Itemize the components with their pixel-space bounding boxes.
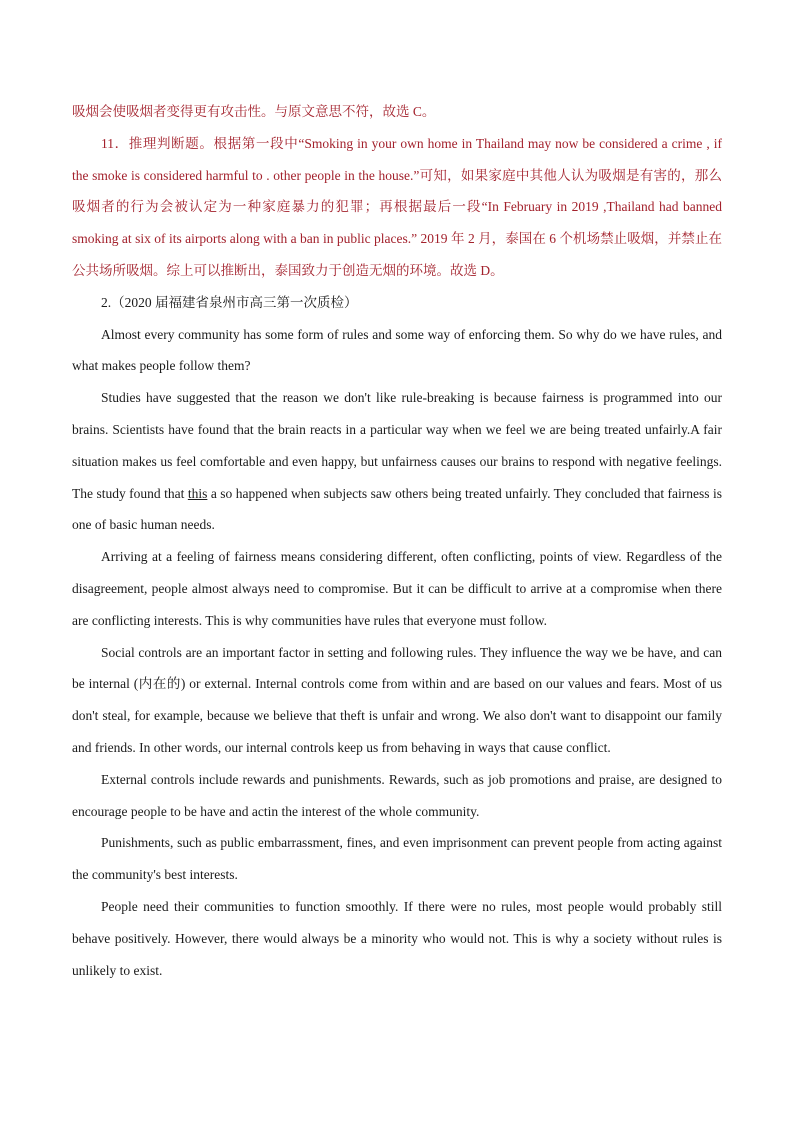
passage-paragraph-2 [72,382,722,541]
passage-source: 2.（2020 届福建省泉州市高三第一次质检） [101,294,358,310]
passage-paragraph-1: Almost every community has some form of rules and some way of enforcing them. So why do we have rules, and what makes people follow them? [72,326,722,374]
passage-paragraph-5: External controls include rewards and punishments. Rewards, such as job promotions and praise, are designed to encourage people to be have and actin the interest of the whole community. [72,771,722,819]
passage-paragraph-6: Punishments, such as public embarrassment, fines, and even imprisonment can prevent people from acting against the community's best interests. [72,835,722,883]
page-content [72,96,722,986]
passage-paragraph-4: Social controls are an important factor in setting and following rules. They influence the way we be have, and can be internal (内在的) or external. Internal controls come from within and are based on our values and fears. Most of us don't steal, for example, because we believe that theft is unfair and wrong. We also don't want to disappoint our family and friends. In other words, our internal controls keep us from behaving in ways that cause conflict. [72,644,722,755]
paragraph-2-text-b: a so happened when subjects saw others being treated unfairly. They concluded that fairness is one of basic human needs. [72,485,722,533]
answer-q11: 11．推理判断题。根据第一段中“Smoking in your own home in Thailand may now be considered a crime , if the smoke is considered harmful to . other people in the house.”可知，如果家庭中其他人认为吸烟是有害的，那么吸烟者的行为会被认定为一种家庭暴力的犯罪；再根据最后一段“In February in 2019 ,Thailand had banned smoking at six of its airports along with a ban in public places.” 2019 年 2 月，泰国在 6 个机场禁止吸烟，并禁止在公共场所吸烟。综上可以推断出，泰国致力于创造无烟的环境。故选 D。 [72,135,722,278]
underlined-word-this: this [187,485,208,501]
paragraph-2-text-a: Studies have suggested that the reason we don't like rule-breaking is because fairness is programmed into our brains. Scientists have found that the brain reacts in a particular way when we feel we are being treated unfairly.A fair situation makes us feel comfortable and even happy, but unfairness causes our brains to respond with negative feelings. The study found that [72,390,722,501]
answer-line-prev: 吸烟会使吸烟者变得更有攻击性。与原文意思不符，故选 C。 [72,104,436,119]
passage-paragraph-3: Arriving at a feeling of fairness means considering different, often conflicting, points of view. Regardless of the disagreement, people almost always need to compromise. But it can be difficult to arrive at a compromise when there are conflicting interests. This is why communities have rules that everyone must follow. [72,549,722,628]
passage-paragraph-7: People need their communities to function smoothly. If there were no rules, most people would probably still behave positively. However, there would always be a minority who would not. This is why a society without rules is unlikely to exist. [72,898,722,978]
